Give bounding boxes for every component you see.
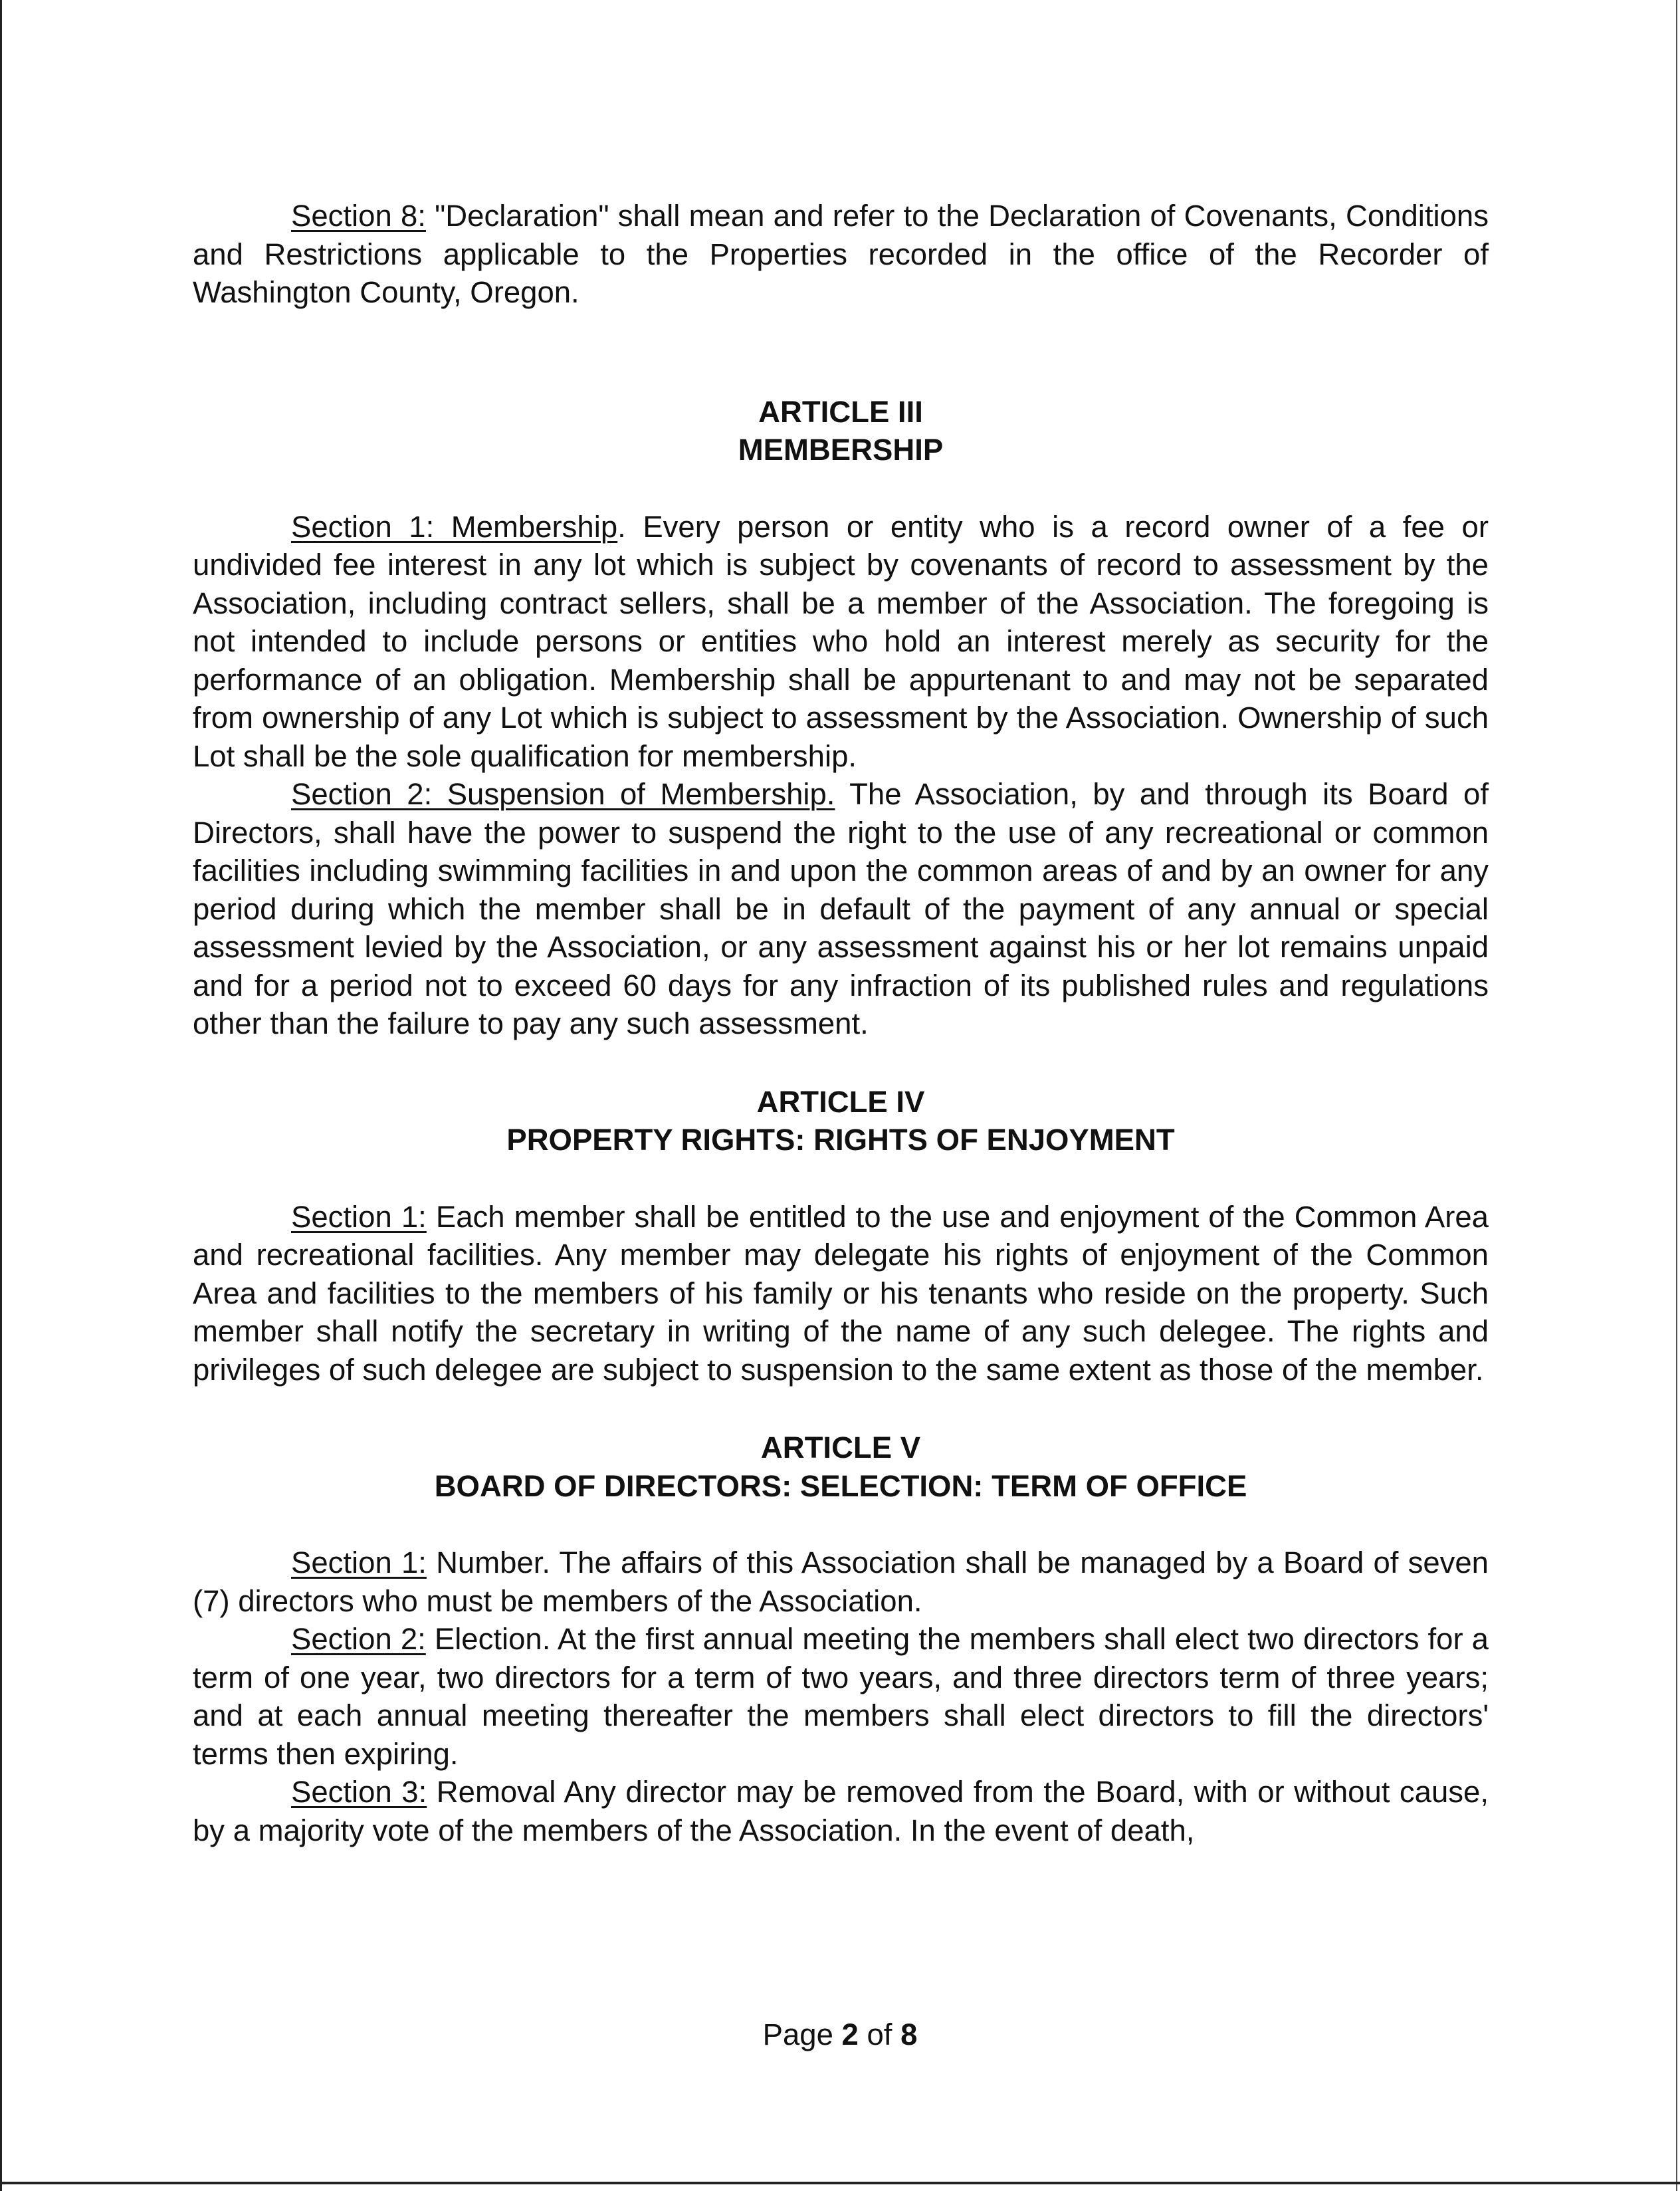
page-total: 8 [900, 2018, 918, 2051]
section-label: Section 1: [291, 1199, 427, 1234]
article2-section8-paragraph [193, 197, 1489, 312]
scan-border-bottom [0, 2182, 1680, 2184]
section-label: Section 1: [291, 1546, 427, 1579]
section-text: Election. At the first annual meeting the members shall elect two directors for a term of one year, two directors for a term of two years, and three directors term of three years; and at each annual meeting thereafter the members shall elect directors to fill the directors' terms then expiring. [193, 1622, 1489, 1771]
article5-section2-paragraph [193, 1620, 1489, 1773]
article3-section2-paragraph [193, 775, 1489, 1043]
article3-title: MEMBERSHIP [738, 433, 944, 467]
page-number [0, 2016, 1680, 2053]
page-middle: of [858, 2018, 901, 2051]
article3-number: ARTICLE III [758, 394, 923, 429]
spacer [193, 469, 1489, 508]
section-label: Section 8: [291, 199, 426, 233]
section-label: Section 3: [291, 1775, 427, 1809]
spacer [193, 312, 1489, 393]
article5-section1-paragraph [193, 1544, 1489, 1620]
article5-number: ARTICLE V [760, 1431, 921, 1464]
page-current: 2 [841, 2018, 859, 2051]
spacer [193, 1505, 1489, 1544]
section-label: Section 1: Membership [291, 509, 618, 544]
scan-border-right [1676, 0, 1677, 2191]
section-text: Removal Any director may be removed from the Board, with or without cause, by a majority vote of the members of the Association. In the event of death, [193, 1775, 1489, 1847]
section-text: . Every person or entity who is a record owner of a fee or undivided fee interest in any lot which is subject by covenants of record to assessment by the Association, including contract sellers, shall be a member of the Association. The foregoing is not intended to include persons or entities who hold an interest merely as security for the performance of an obligation. Membership shall be appurtenant to and may not be separated from ownership of any Lot which is subject to assessment by the Association. Ownership of such Lot shall be the sole qualification for membership. [193, 509, 1489, 773]
document-body [193, 197, 1489, 1849]
spacer [193, 1389, 1489, 1429]
scan-border-left [0, 0, 2, 2191]
article3-section1-paragraph [193, 508, 1489, 776]
section-label: Section 2: Suspension of Membership. [291, 777, 835, 811]
section-label: Section 2: [291, 1622, 426, 1656]
section-text: Number. The affairs of this Association shall be managed by a Board of seven (7) directors who must be members of the Association. [193, 1546, 1489, 1618]
section-text: The Association, by and through its Board of Directors, shall have the power to suspend the right to the use of any recreational or common facilities including swimming facilities in and upon the common areas of and by an owner for any period during which the member shall be in default of the payment of any annual or special assessment levied by the Association, or any assessment against his or her lot remains unpaid and for a period not to exceed 60 days for any infraction of its published rules and regulations other than the failure to pay any such assessment. [193, 777, 1489, 1040]
article5-section3-paragraph [193, 1773, 1489, 1849]
article4-title: PROPERTY RIGHTS: RIGHTS OF ENJOYMENT [506, 1123, 1175, 1157]
section-text: "Declaration" shall mean and refer to the Declaration of Covenants, Conditions and Restrictions applicable to the Properties recorded in the office of the Recorder of Washington County, Oregon. [193, 199, 1489, 309]
article4-section1-paragraph [193, 1198, 1489, 1389]
spacer [193, 1159, 1489, 1198]
spacer [193, 1043, 1489, 1083]
article4-number: ARTICLE IV [756, 1084, 925, 1119]
article5-title: BOARD OF DIRECTORS: SELECTION: TERM OF OFFICE [434, 1468, 1247, 1503]
section-text: Each member shall be entitled to the use and enjoyment of the Common Area and recreational facilities. Any member may delegate his rights of enjoyment of the Common Area and facilities to the members of his family or his tenants who reside on the property. Such member shall notify the secretary in writing of the name of any such delegee. The rights and privileges of such delegee are subject to suspension to the same extent as those of the member. [193, 1199, 1489, 1387]
page-prefix: Page [762, 2018, 842, 2051]
